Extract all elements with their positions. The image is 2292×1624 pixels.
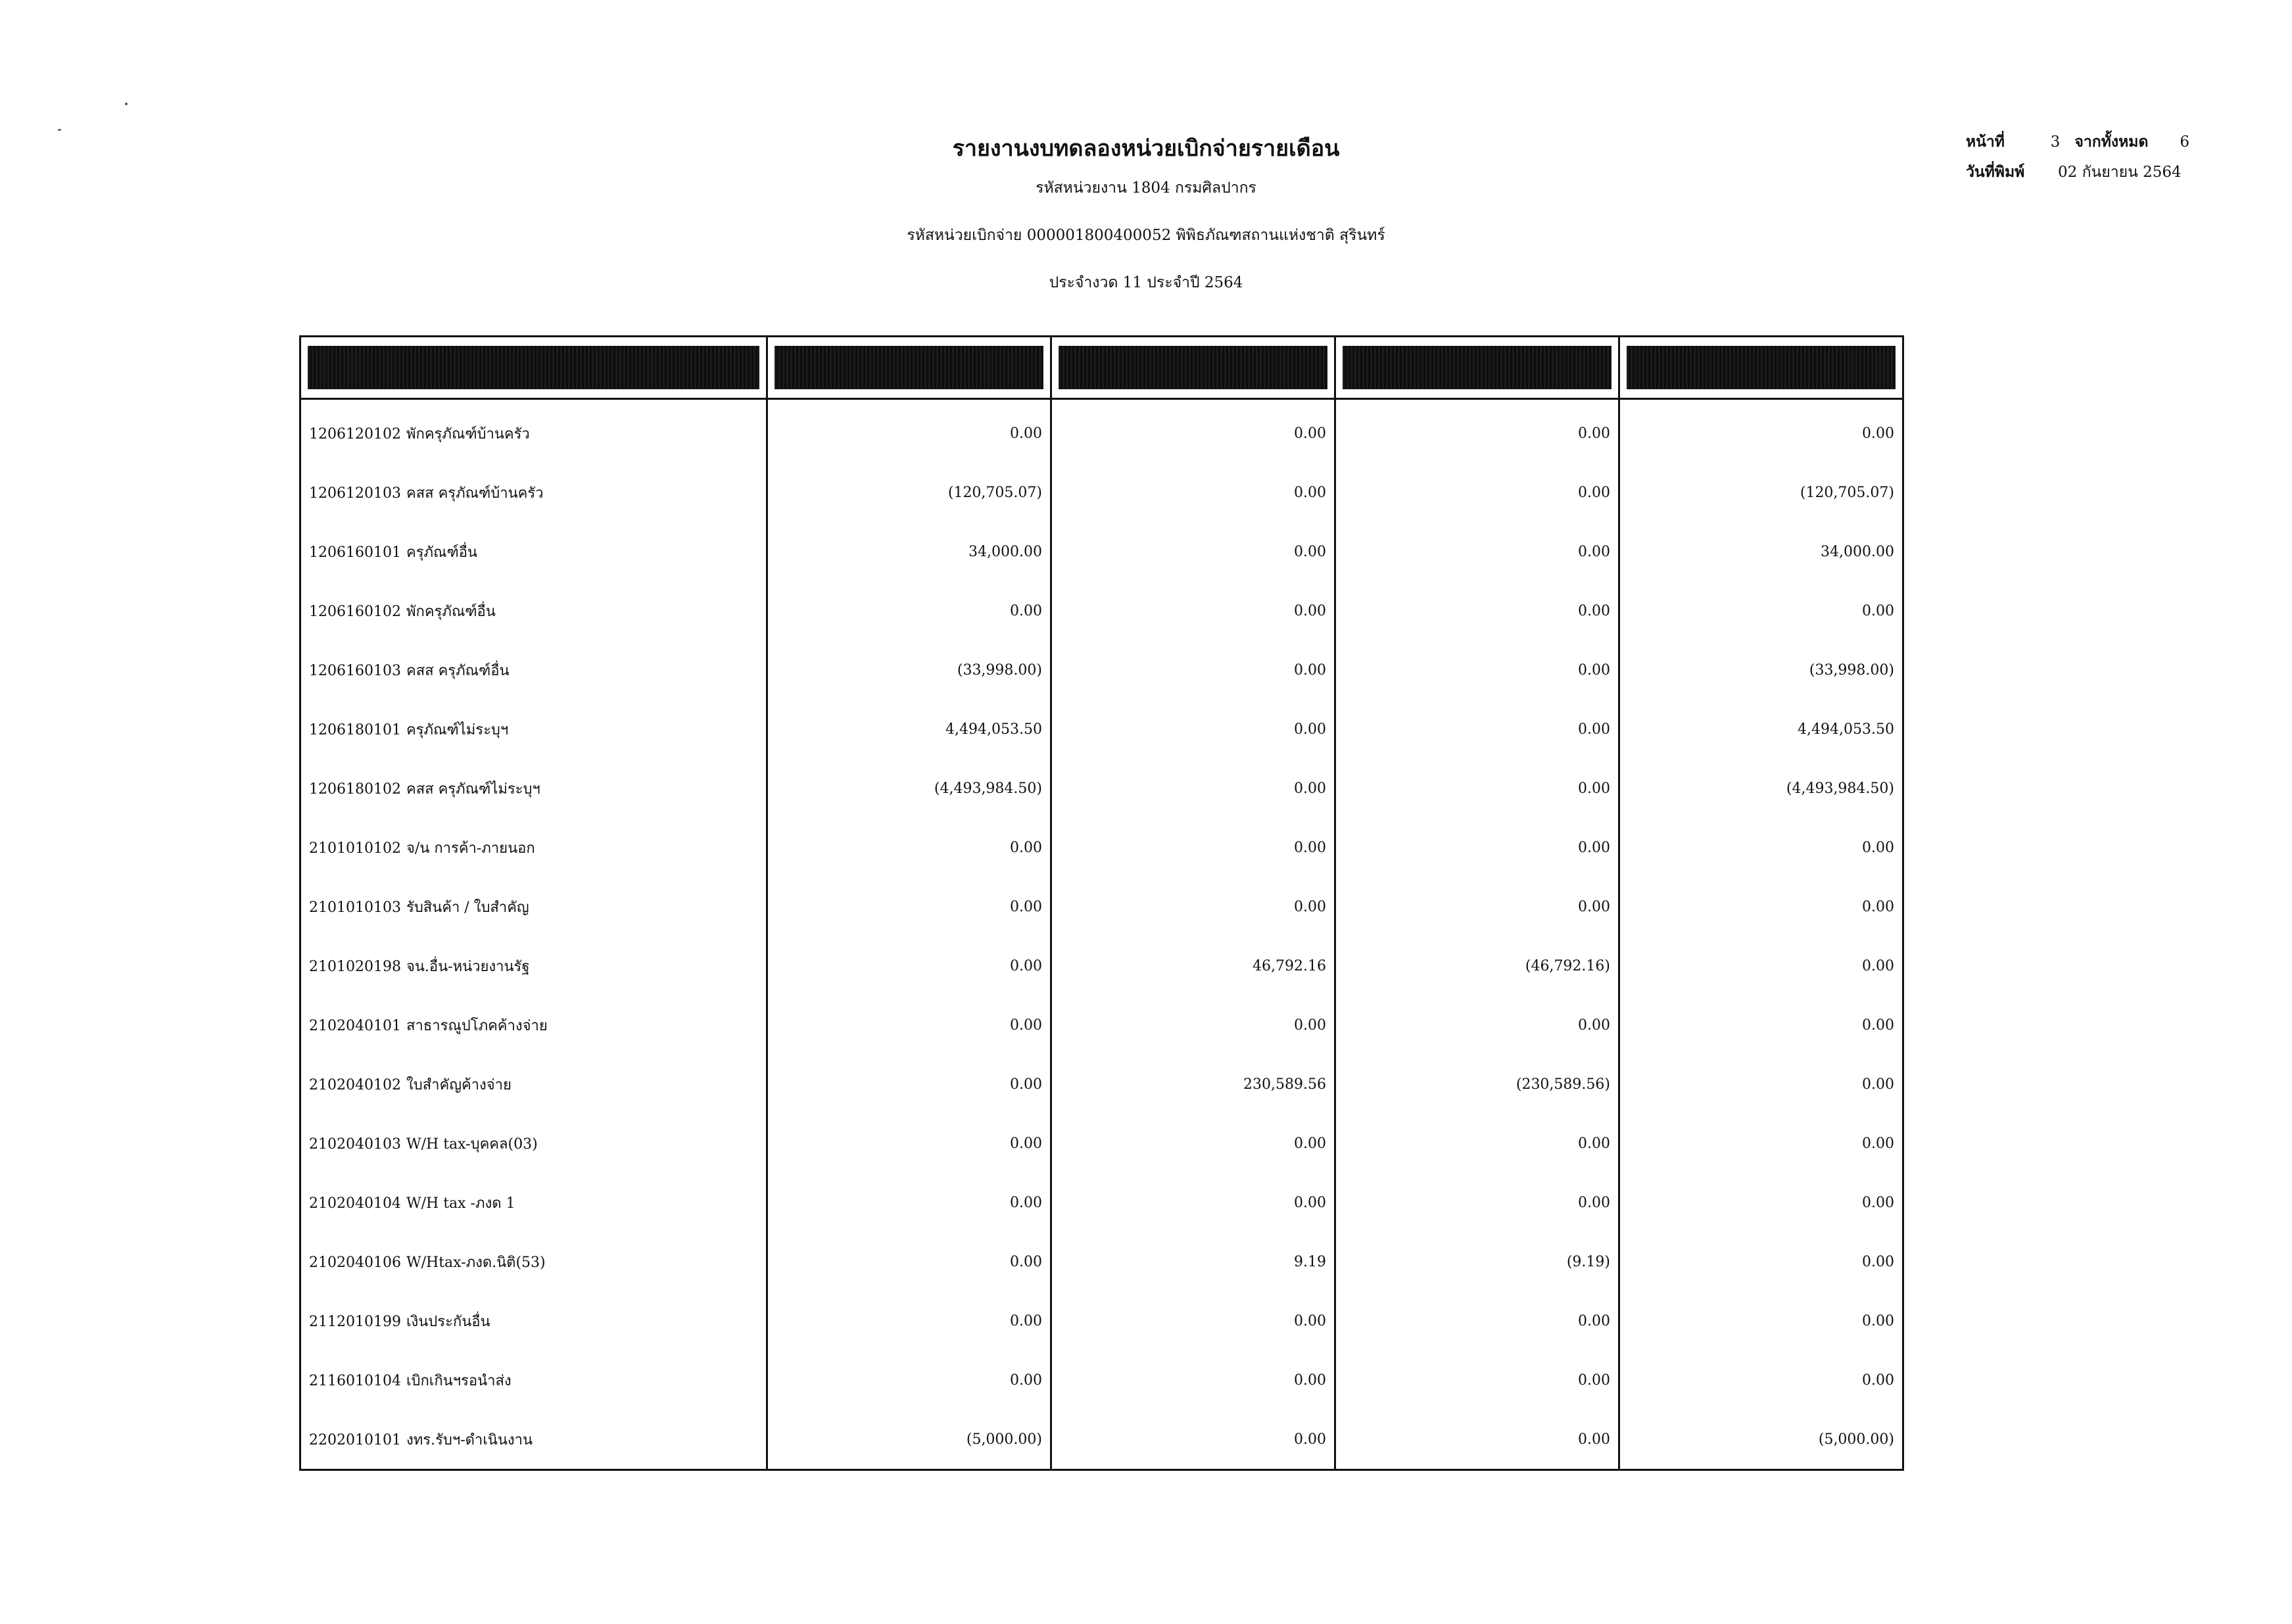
- disbursing-unit-line: รหัสหน่วยเบิกจ่าย 000001800400052 พิพิธภัณฑสถานแห่งชาติ สุรินทร์: [907, 227, 1385, 244]
- report-title: รายงานงบทดลองหน่วยเบิกจ่ายรายเดือน: [952, 135, 1340, 162]
- account-name: จ/น การค้า-ภายนอก: [406, 840, 535, 857]
- table-row: [300, 581, 1903, 640]
- print-date-label: วันที่พิมพ์: [1966, 163, 2025, 181]
- redacted-header-block: [1627, 346, 1896, 389]
- table-row: [300, 877, 1903, 936]
- account-name: พักครุภัณฑ์บ้านครัว: [406, 425, 530, 442]
- debit-amount: 0.00: [1051, 818, 1335, 877]
- account-cell: [300, 463, 767, 522]
- closing-amount: 0.00: [1619, 1232, 1903, 1291]
- account-code: 1206160103: [309, 662, 401, 679]
- account-cell: [300, 1173, 767, 1232]
- page-info: [1966, 127, 2189, 187]
- debit-amount: 0.00: [1051, 640, 1335, 700]
- closing-amount: (120,705.07): [1619, 463, 1903, 522]
- header-account: [300, 337, 767, 399]
- debit-amount: 230,589.56: [1051, 1055, 1335, 1114]
- closing-amount: 0.00: [1619, 1291, 1903, 1350]
- account-name: เบิกเกินฯรอนำส่ง: [406, 1372, 512, 1389]
- opening-amount: 0.00: [767, 581, 1051, 640]
- opening-amount: 0.00: [767, 1055, 1051, 1114]
- debit-amount: 0.00: [1051, 463, 1335, 522]
- account-code: 1206180102: [309, 780, 401, 798]
- opening-amount: (5,000.00): [767, 1410, 1051, 1470]
- debit-amount: 0.00: [1051, 1350, 1335, 1410]
- account-name: งทร.รับฯ-ดำเนินงาน: [406, 1431, 533, 1448]
- opening-amount: (33,998.00): [767, 640, 1051, 700]
- closing-amount: 0.00: [1619, 995, 1903, 1055]
- total-label: จากทั้งหมด: [2074, 133, 2149, 151]
- account-code: 2202010101: [309, 1431, 401, 1448]
- table-row: [300, 1350, 1903, 1410]
- page-label: หน้าที่: [1966, 133, 2005, 151]
- credit-amount: 0.00: [1335, 1350, 1619, 1410]
- account-code: 2101010102: [309, 840, 401, 857]
- account-cell: [300, 877, 767, 936]
- account-name: W/H tax-บุคคล(03): [406, 1135, 538, 1153]
- debit-amount: 0.00: [1051, 1173, 1335, 1232]
- debit-amount: 0.00: [1051, 700, 1335, 759]
- redacted-header-block: [1059, 346, 1327, 389]
- debit-amount: 0.00: [1051, 995, 1335, 1055]
- opening-amount: 0.00: [767, 818, 1051, 877]
- table-row: [300, 1055, 1903, 1114]
- account-cell: [300, 581, 767, 640]
- closing-amount: 0.00: [1619, 1114, 1903, 1173]
- opening-amount: 0.00: [767, 1173, 1051, 1232]
- closing-amount: (5,000.00): [1619, 1410, 1903, 1470]
- account-name: W/Htax-ภงด.นิติ(53): [406, 1254, 546, 1271]
- print-date: 02 กันยายน 2564: [2058, 164, 2182, 181]
- account-code: 1206160102: [309, 603, 401, 620]
- table-row: [300, 1291, 1903, 1350]
- credit-amount: 0.00: [1335, 818, 1619, 877]
- account-cell: [300, 936, 767, 995]
- account-name: พักครุภัณฑ์อื่น: [406, 603, 496, 620]
- account-cell: [300, 700, 767, 759]
- closing-amount: (4,493,984.50): [1619, 759, 1903, 818]
- debit-amount: 9.19: [1051, 1232, 1335, 1291]
- closing-amount: 4,494,053.50: [1619, 700, 1903, 759]
- account-code: 1206160101: [309, 544, 401, 561]
- closing-amount: 0.00: [1619, 1350, 1903, 1410]
- opening-amount: 0.00: [767, 995, 1051, 1055]
- account-code: 1206120103: [309, 485, 401, 502]
- account-name: เงินประกันอื่น: [406, 1313, 490, 1330]
- scan-speck: [58, 129, 61, 131]
- table-row: [300, 399, 1903, 464]
- debit-amount: 0.00: [1051, 581, 1335, 640]
- account-name: สาธารณูปโภคค้างจ่าย: [406, 1017, 548, 1034]
- opening-amount: 0.00: [767, 936, 1051, 995]
- table-row: [300, 640, 1903, 700]
- closing-amount: 0.00: [1619, 877, 1903, 936]
- opening-amount: 0.00: [767, 1350, 1051, 1410]
- account-code: 2116010104: [309, 1372, 401, 1389]
- account-cell: [300, 522, 767, 581]
- credit-amount: 0.00: [1335, 1114, 1619, 1173]
- account-code: 2102040106: [309, 1254, 401, 1271]
- table-row: [300, 700, 1903, 759]
- closing-amount: (33,998.00): [1619, 640, 1903, 700]
- credit-amount: (46,792.16): [1335, 936, 1619, 995]
- redacted-header-block: [775, 346, 1043, 389]
- credit-amount: 0.00: [1335, 640, 1619, 700]
- account-name: ครุภัณฑ์อื่น: [406, 544, 477, 561]
- credit-amount: 0.00: [1335, 995, 1619, 1055]
- opening-amount: 0.00: [767, 1114, 1051, 1173]
- account-cell: [300, 995, 767, 1055]
- debit-amount: 0.00: [1051, 759, 1335, 818]
- table-row: [300, 522, 1903, 581]
- header-opening: [767, 337, 1051, 399]
- table-row: [300, 1410, 1903, 1470]
- page-number: 3: [2050, 133, 2061, 151]
- account-name: W/H tax -ภงด 1: [406, 1195, 515, 1212]
- redacted-header-block: [1343, 346, 1612, 389]
- account-name: คสส ครุภัณฑ์อื่น: [406, 662, 510, 679]
- table-row: [300, 463, 1903, 522]
- trial-balance-table: [299, 335, 1904, 1471]
- opening-amount: (4,493,984.50): [767, 759, 1051, 818]
- closing-amount: 0.00: [1619, 818, 1903, 877]
- opening-amount: 0.00: [767, 1291, 1051, 1350]
- account-cell: [300, 1232, 767, 1291]
- scan-speck: [125, 103, 128, 105]
- debit-amount: 0.00: [1051, 1291, 1335, 1350]
- period-line: ประจำงวด 11 ประจำปี 2564: [1049, 274, 1243, 291]
- opening-amount: 0.00: [767, 1232, 1051, 1291]
- credit-amount: 0.00: [1335, 581, 1619, 640]
- credit-amount: 0.00: [1335, 522, 1619, 581]
- account-code: 2102040101: [309, 1017, 401, 1034]
- account-cell: [300, 818, 767, 877]
- credit-amount: 0.00: [1335, 759, 1619, 818]
- table-body: [300, 399, 1903, 1470]
- closing-amount: 34,000.00: [1619, 522, 1903, 581]
- account-name: จน.อื่น-หน่วยงานรัฐ: [406, 958, 530, 975]
- table-row: [300, 995, 1903, 1055]
- account-code: 2101020198: [309, 958, 401, 975]
- table-header: [300, 337, 1903, 399]
- closing-amount: 0.00: [1619, 1173, 1903, 1232]
- account-cell: [300, 399, 767, 464]
- account-code: 1206120102: [309, 425, 401, 442]
- account-cell: [300, 1055, 767, 1114]
- account-cell: [300, 1350, 767, 1410]
- account-code: 2101010103: [309, 899, 401, 916]
- debit-amount: 0.00: [1051, 877, 1335, 936]
- credit-amount: 0.00: [1335, 463, 1619, 522]
- credit-amount: 0.00: [1335, 1291, 1619, 1350]
- opening-amount: 0.00: [767, 399, 1051, 464]
- header-closing: [1619, 337, 1903, 399]
- account-name: คสส ครุภัณฑ์บ้านครัว: [406, 485, 544, 502]
- account-cell: [300, 1114, 767, 1173]
- table-row: [300, 936, 1903, 995]
- debit-amount: 0.00: [1051, 1410, 1335, 1470]
- account-name: รับสินค้า / ใบสำคัญ: [406, 899, 529, 916]
- account-cell: [300, 1291, 767, 1350]
- header-debit: [1051, 337, 1335, 399]
- table-row: [300, 1173, 1903, 1232]
- account-name: ใบสำคัญค้างจ่าย: [406, 1076, 512, 1093]
- closing-amount: 0.00: [1619, 581, 1903, 640]
- opening-amount: 34,000.00: [767, 522, 1051, 581]
- header-credit: [1335, 337, 1619, 399]
- closing-amount: 0.00: [1619, 936, 1903, 995]
- credit-amount: (9.19): [1335, 1232, 1619, 1291]
- opening-amount: 0.00: [767, 877, 1051, 936]
- account-cell: [300, 1410, 767, 1470]
- closing-amount: 0.00: [1619, 399, 1903, 464]
- account-code: 1206180101: [309, 721, 401, 738]
- account-cell: [300, 759, 767, 818]
- account-code: 2102040102: [309, 1076, 401, 1093]
- opening-amount: 4,494,053.50: [767, 700, 1051, 759]
- table-row: [300, 1114, 1903, 1173]
- table-row: [300, 759, 1903, 818]
- account-cell: [300, 640, 767, 700]
- account-code: 2102040104: [309, 1195, 401, 1212]
- total-pages: 6: [2180, 133, 2189, 151]
- opening-amount: (120,705.07): [767, 463, 1051, 522]
- credit-amount: 0.00: [1335, 877, 1619, 936]
- account-name: คสส ครุภัณฑ์ไม่ระบุฯ: [406, 780, 540, 798]
- agency-line: รหัสหน่วยงาน 1804 กรมศิลปากร: [1036, 179, 1256, 197]
- account-code: 2102040103: [309, 1135, 401, 1153]
- debit-amount: 0.00: [1051, 1114, 1335, 1173]
- credit-amount: (230,589.56): [1335, 1055, 1619, 1114]
- account-code: 2112010199: [309, 1313, 401, 1330]
- redacted-header-block: [308, 346, 759, 389]
- credit-amount: 0.00: [1335, 1410, 1619, 1470]
- debit-amount: 0.00: [1051, 522, 1335, 581]
- table-row: [300, 1232, 1903, 1291]
- closing-amount: 0.00: [1619, 1055, 1903, 1114]
- credit-amount: 0.00: [1335, 399, 1619, 464]
- account-name: ครุภัณฑ์ไม่ระบุฯ: [406, 721, 509, 738]
- table-row: [300, 818, 1903, 877]
- debit-amount: 46,792.16: [1051, 936, 1335, 995]
- credit-amount: 0.00: [1335, 1173, 1619, 1232]
- credit-amount: 0.00: [1335, 700, 1619, 759]
- debit-amount: 0.00: [1051, 399, 1335, 464]
